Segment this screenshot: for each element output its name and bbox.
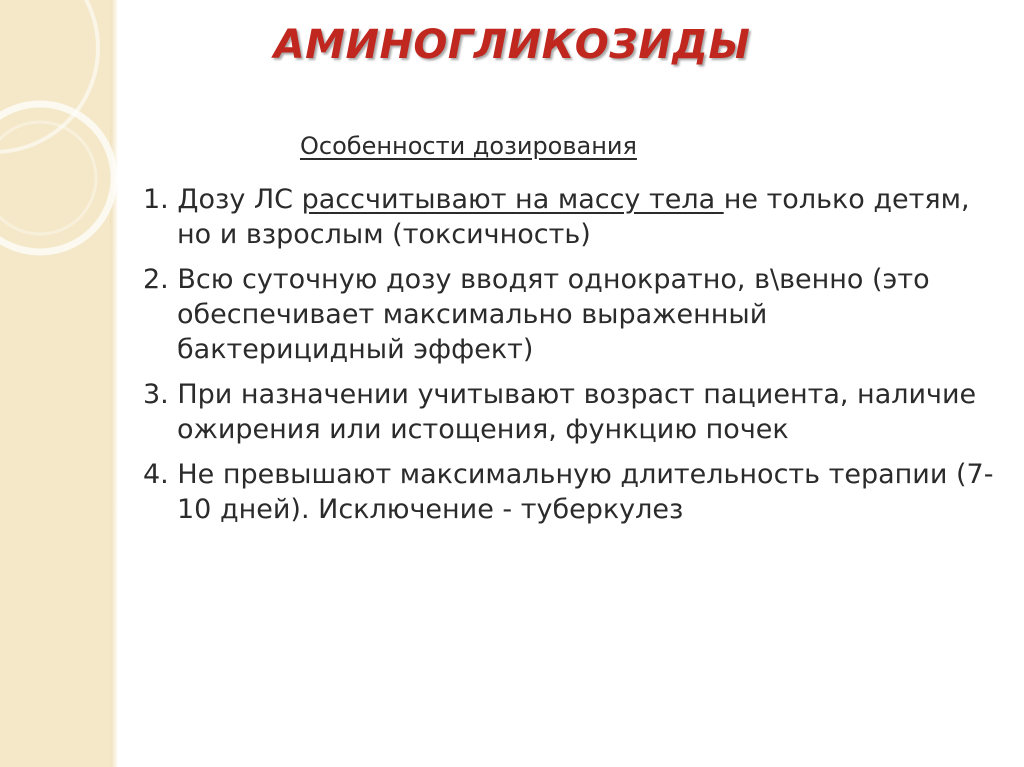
list-item-4 xyxy=(143,457,1003,527)
item-number: 3. xyxy=(143,379,169,410)
item-number: 1. xyxy=(143,184,169,215)
item-number: 2. xyxy=(143,264,169,295)
item-text: При назначении учитывают возраст пациента, наличие ожирения или истощения, функцию почек xyxy=(168,379,977,445)
slide-subtitle: Особенности дозирования xyxy=(300,132,637,160)
list-item-3 xyxy=(143,377,1003,447)
item-text: Всю суточную дозу вводят однократно, в\венно (это обеспечивает максимально выраженный бактерицидный эффект) xyxy=(168,264,930,365)
list-item-1 xyxy=(143,182,1003,252)
list-item-2 xyxy=(143,262,1003,367)
item-text: Не превышают максимальную длительность терапии (7-10 дней). Исключение - туберкулез xyxy=(168,459,994,525)
dosing-list xyxy=(143,182,1003,537)
item-text-after: не только детям, но и взрослым (токсичность) xyxy=(177,184,970,250)
item-text-underlined: рассчитывают на массу тела xyxy=(301,184,724,215)
item-number: 4. xyxy=(143,459,169,490)
item-text-before: Дозу ЛС xyxy=(168,184,302,215)
slide-title: АМИНОГЛИКОЗИДЫ xyxy=(273,22,751,68)
